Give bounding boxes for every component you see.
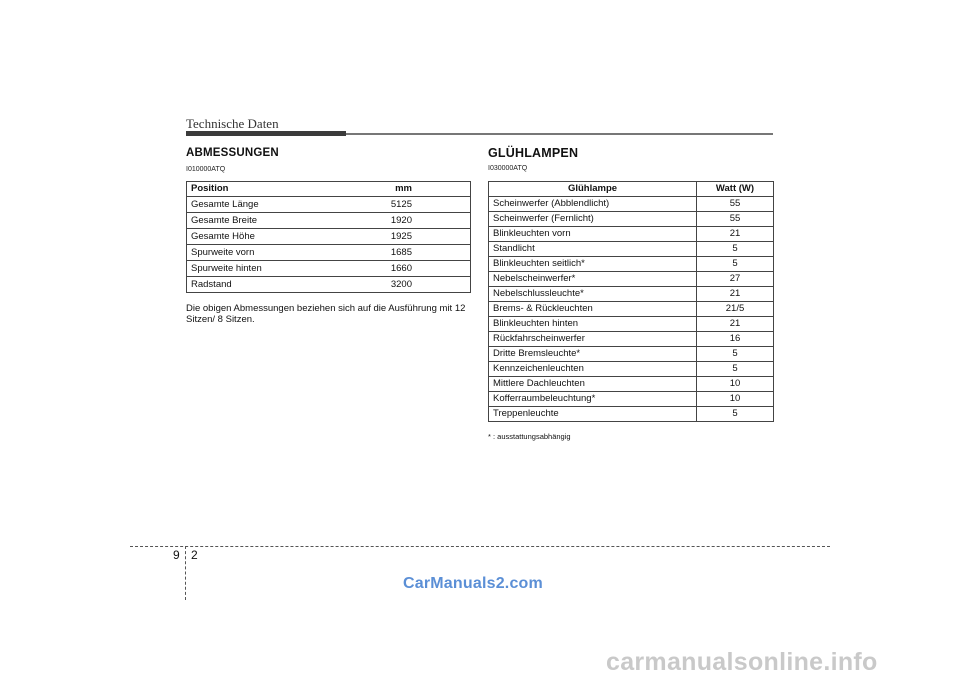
row-label: Nebelscheinwerfer* (489, 272, 697, 287)
watermark-carmanualsonline: carmanualsonline.info (606, 648, 878, 676)
row-value: 21 (697, 227, 774, 242)
table-header-row (187, 182, 471, 197)
row-value: 16 (697, 332, 774, 347)
row-value: 21 (697, 287, 774, 302)
row-value: 1660 (360, 261, 471, 277)
watermark-carmanuals2: CarManuals2.com (403, 575, 543, 592)
column-header-mm: mm (360, 182, 471, 197)
dimensions-table (186, 181, 471, 293)
row-value: 10 (697, 392, 774, 407)
row-value: 1920 (360, 213, 471, 229)
table-row (489, 197, 774, 212)
row-value: 55 (697, 212, 774, 227)
row-value: 5 (697, 257, 774, 272)
row-label: Rückfahrscheinwerfer (489, 332, 697, 347)
row-label: Gesamte Höhe (187, 229, 361, 245)
row-label: Treppenleuchte (489, 407, 697, 422)
footer-divider (130, 546, 830, 547)
row-value: 5 (697, 362, 774, 377)
row-label: Spurweite vorn (187, 245, 361, 261)
row-label: Brems- & Rückleuchten (489, 302, 697, 317)
dimensions-heading: ABMESSUNGEN (186, 147, 279, 159)
table-row (489, 272, 774, 287)
bulbs-footnote: * : ausstattungsabhängig (488, 432, 571, 441)
row-label: Gesamte Breite (187, 213, 361, 229)
bulbs-code: I030000ATQ (488, 165, 528, 172)
row-value: 5 (697, 242, 774, 257)
row-label: Dritte Bremsleuchte* (489, 347, 697, 362)
row-label: Kofferraumbeleuchtung* (489, 392, 697, 407)
row-label: Scheinwerfer (Abblendlicht) (489, 197, 697, 212)
row-label: Spurweite hinten (187, 261, 361, 277)
bulbs-heading: GLÜHLAMPEN (488, 146, 579, 160)
column-header-bulb: Glühlampe (489, 182, 697, 197)
table-row (489, 347, 774, 362)
table-row (187, 277, 471, 293)
row-value: 3200 (360, 277, 471, 293)
column-header-watt: Watt (W) (697, 182, 774, 197)
table-row (489, 332, 774, 347)
table-row (489, 392, 774, 407)
row-label: Blinkleuchten seitlich* (489, 257, 697, 272)
table-row (489, 287, 774, 302)
table-row (489, 407, 774, 422)
row-value: 21 (697, 317, 774, 332)
table-row (489, 227, 774, 242)
table-row (489, 212, 774, 227)
table-row (489, 317, 774, 332)
table-row (187, 261, 471, 277)
row-value: 1925 (360, 229, 471, 245)
row-value: 55 (697, 197, 774, 212)
column-header-position: Position (187, 182, 361, 197)
table-header-row (489, 182, 774, 197)
dimensions-note: Die obigen Abmessungen beziehen sich auf die Ausführung mit 12 Sitzen/ 8 Sitzen. (186, 303, 466, 325)
table-row (187, 197, 471, 213)
page-section-title: Technische Daten (186, 116, 279, 131)
row-label: Standlicht (489, 242, 697, 257)
table-row (187, 245, 471, 261)
table-row (489, 302, 774, 317)
row-label: Nebelschlussleuchte* (489, 287, 697, 302)
header-bar (186, 131, 346, 136)
table-row (187, 213, 471, 229)
dimensions-code: I010000ATQ (186, 166, 226, 173)
row-label: Blinkleuchten vorn (489, 227, 697, 242)
page-number: 2 (191, 548, 198, 562)
table-row (489, 242, 774, 257)
row-label: Blinkleuchten hinten (489, 317, 697, 332)
row-value: 27 (697, 272, 774, 287)
row-value: 21/5 (697, 302, 774, 317)
table-row (489, 257, 774, 272)
row-value: 5 (697, 407, 774, 422)
row-label: Kennzeichenleuchten (489, 362, 697, 377)
row-label: Mittlere Dachleuchten (489, 377, 697, 392)
table-row (489, 362, 774, 377)
header-rule (346, 133, 773, 135)
row-value: 5125 (360, 197, 471, 213)
chapter-number: 9 (173, 548, 180, 562)
footer-vertical-divider (185, 546, 186, 600)
row-value: 10 (697, 377, 774, 392)
table-row (489, 377, 774, 392)
row-label: Scheinwerfer (Fernlicht) (489, 212, 697, 227)
row-value: 1685 (360, 245, 471, 261)
table-row (187, 229, 471, 245)
bulbs-table (488, 181, 774, 422)
row-label: Radstand (187, 277, 361, 293)
row-label: Gesamte Länge (187, 197, 361, 213)
row-value: 5 (697, 347, 774, 362)
